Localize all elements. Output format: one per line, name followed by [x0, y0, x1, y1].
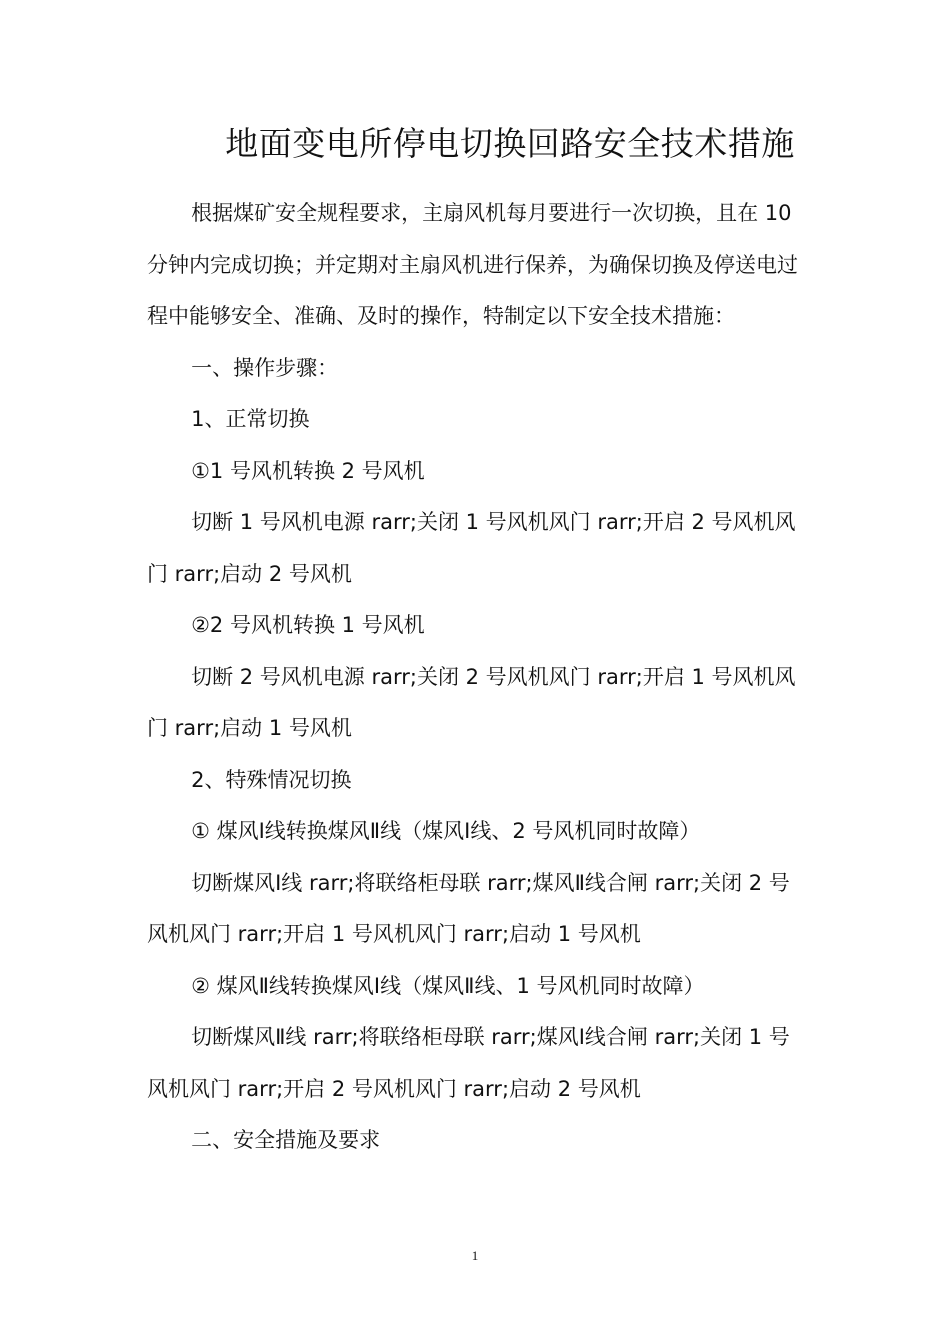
list-item-line1-to-line2: ① 煤风Ⅰ线转换煤风Ⅱ线（煤风Ⅰ线、2 号风机同时故障）: [191, 819, 701, 843]
document-body: [147, 188, 807, 1167]
paragraph-line2-to-line1-steps: 切断煤风Ⅱ线 rarr;将联络柜母联 rarr;煤风Ⅰ线合闸 rarr;关闭 1 号风机风门 rarr;开启 2 号风机风门 rarr;启动 2 号风机: [147, 1025, 790, 1101]
subheading-normal-switch: 1、正常切换: [191, 407, 310, 431]
paragraph-intro: 根据煤矿安全规程要求，主扇风机每月要进行一次切换，且在 10 分钟内完成切换；并定期对主扇风机进行保养，为确保切换及停送电过程中能够安全、准确、及时的操作，特制定以下安全技术措施：: [147, 201, 798, 328]
list-item-fan2-to-fan1: ②2 号风机转换 1 号风机: [191, 613, 425, 637]
paragraph-fan2-to-fan1-steps: 切断 2 号风机电源 rarr;关闭 2 号风机风门 rarr;开启 1 号风机风门 rarr;启动 1 号风机: [147, 664, 796, 740]
list-item-fan1-to-fan2: ①1 号风机转换 2 号风机: [191, 458, 425, 483]
document-title: 地面变电所停电切换回路安全技术措施: [225, 124, 795, 163]
subheading-special-switch: 2、特殊情况切换: [191, 767, 352, 792]
page-number: 1: [471, 1248, 479, 1263]
section-heading-operation-steps: 一、操作步骤：: [191, 355, 339, 380]
paragraph-fan1-to-fan2-steps: 切断 1 号风机电源 rarr;关闭 1 号风机风门 rarr;开启 2 号风机风门 rarr;启动 2 号风机: [147, 510, 796, 586]
list-item-line2-to-line1: ② 煤风Ⅱ线转换煤风Ⅰ线（煤风Ⅱ线、1 号风机同时故障）: [191, 973, 705, 998]
paragraph-line1-to-line2-steps: 切断煤风Ⅰ线 rarr;将联络柜母联 rarr;煤风Ⅱ线合闸 rarr;关闭 2 号风机风门 rarr;开启 1 号风机风门 rarr;启动 1 号风机: [147, 870, 790, 946]
section-heading-safety-measures: 二、安全措施及要求: [191, 1128, 381, 1152]
